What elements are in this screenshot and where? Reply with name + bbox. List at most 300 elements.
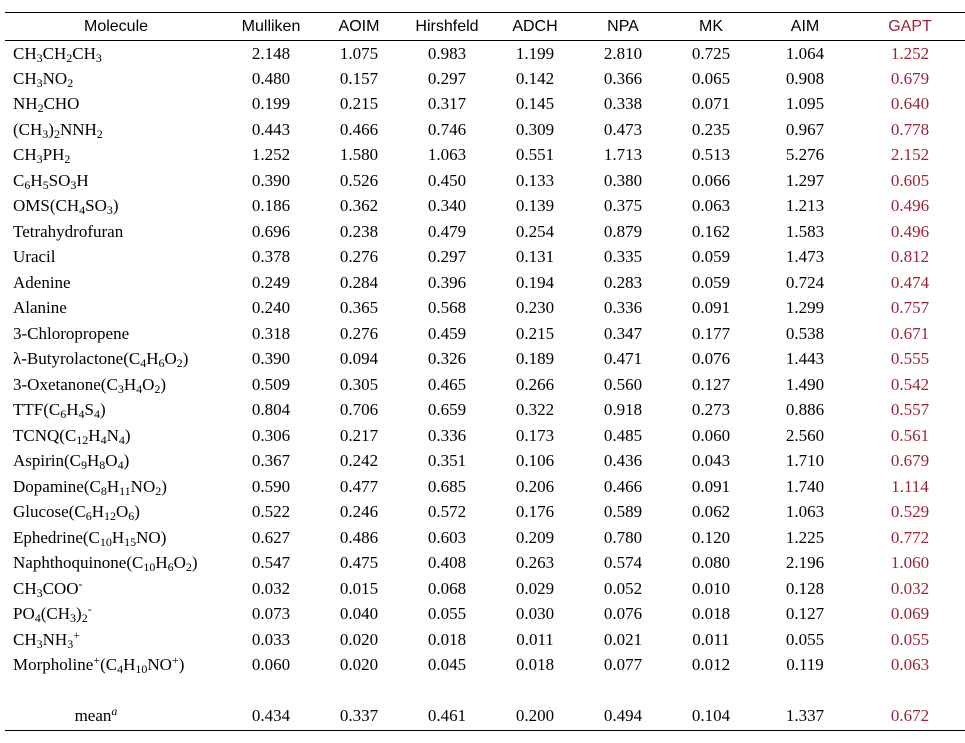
molecule-cell <box>5 66 227 92</box>
charge-value: 0.480 <box>251 68 291 88</box>
charge-value: 0.375 <box>603 196 643 216</box>
charge-value: 0.060 <box>691 425 731 445</box>
charge-value: 0.060 <box>251 655 291 675</box>
charge-value: 0.526 <box>339 170 379 190</box>
charge-value: 0.306 <box>251 425 291 445</box>
table-row <box>5 347 965 373</box>
molecule-text: PO <box>13 604 35 624</box>
charge-value: 0.206 <box>515 476 555 496</box>
molecule-text: TTF(C <box>13 400 61 420</box>
column-header: NPA <box>579 13 667 41</box>
charge-value: 0.043 <box>691 451 731 471</box>
charge-value: 0.176 <box>515 502 555 522</box>
molecule-text: Morpholine <box>13 655 94 675</box>
molecule-subscript: 3 <box>70 611 77 626</box>
charge-value: 0.142 <box>515 68 555 88</box>
charge-value: 0.338 <box>603 94 643 114</box>
molecule-text: 3-Oxetanone(C <box>13 374 118 394</box>
molecule-text: (C <box>100 655 118 675</box>
molecule-text: Glucose(C <box>13 502 86 522</box>
molecule-text: H <box>30 170 43 190</box>
molecule-cell <box>5 41 227 67</box>
molecule-text: S <box>84 400 94 420</box>
molecule-cell <box>5 474 227 500</box>
molecule-text: Alanine <box>13 298 67 318</box>
charge-value: 5.276 <box>785 145 825 165</box>
table-header <box>5 13 965 41</box>
molecule-subscript: 3 <box>36 50 43 65</box>
charge-value: 0.131 <box>515 247 555 267</box>
molecule-text: NO <box>147 655 172 675</box>
molecule-subscript: 2 <box>185 560 192 575</box>
charge-value: 0.052 <box>603 578 643 598</box>
charge-value: 1.063 <box>785 502 825 522</box>
charge-value: 0.538 <box>785 323 825 343</box>
molecule-subscript: 3 <box>36 636 43 651</box>
charge-value: 0.242 <box>339 451 379 471</box>
molecule-text: O <box>105 451 118 471</box>
charge-value: 0.145 <box>515 94 555 114</box>
molecule-text: ) <box>112 196 119 216</box>
charge-value: 0.547 <box>251 553 291 573</box>
gapt-value: 0.812 <box>890 247 930 267</box>
charge-value: 0.347 <box>603 323 643 343</box>
molecule-text: O <box>142 374 155 394</box>
molecule-text: CHO <box>43 94 80 114</box>
charge-value: 0.983 <box>427 43 467 63</box>
charge-value: 1.710 <box>785 451 825 471</box>
charge-value: 0.317 <box>427 94 467 114</box>
molecule-subscript: 3 <box>117 381 124 396</box>
molecule-subscript: 4 <box>93 407 100 422</box>
header-row <box>5 13 965 41</box>
gapt-value: 0.555 <box>890 349 930 369</box>
table-row <box>5 219 965 245</box>
charge-value: 0.012 <box>691 655 731 675</box>
charge-value: 0.396 <box>427 272 467 292</box>
molecule-text: NH <box>42 629 68 649</box>
charge-value: 0.560 <box>603 374 643 394</box>
charge-value: 0.725 <box>691 43 731 63</box>
column-header: Hirshfeld <box>403 13 491 41</box>
molecule-text: H <box>87 451 100 471</box>
gapt-value: 0.561 <box>890 425 930 445</box>
charge-value: 0.249 <box>251 272 291 292</box>
charge-value: 0.276 <box>339 247 379 267</box>
charge-value: 0.362 <box>339 196 379 216</box>
molecule-subscript: 2 <box>155 483 162 498</box>
molecule-subscript: 10 <box>99 534 112 549</box>
molecule-text: ) <box>178 655 185 675</box>
molecule-text: NH <box>13 94 38 114</box>
molecule-text: ) <box>161 476 167 496</box>
charge-value: 0.450 <box>427 170 467 190</box>
charge-value: 0.094 <box>339 349 379 369</box>
charge-value: 0.162 <box>691 221 731 241</box>
charge-comparison-table <box>5 12 965 731</box>
molecule-text: ) <box>99 400 106 420</box>
charge-value: 0.068 <box>427 578 467 598</box>
charge-value: 0.091 <box>691 298 731 318</box>
charge-value: 0.390 <box>251 170 291 190</box>
molecule-subscript: 2 <box>96 126 103 141</box>
molecule-subscript: 5 <box>42 177 49 192</box>
gapt-value: 0.496 <box>890 221 930 241</box>
mean-value: 0.104 <box>667 703 755 730</box>
molecule-subscript: 10 <box>143 560 156 575</box>
charge-value: 0.139 <box>515 196 555 216</box>
mean-value: 0.200 <box>491 703 579 730</box>
charge-value: 0.063 <box>691 196 731 216</box>
charge-value: 0.380 <box>603 170 643 190</box>
charge-value: 0.466 <box>339 119 379 139</box>
molecule-cell <box>5 423 227 449</box>
charge-value: 0.062 <box>691 502 731 522</box>
charge-value: 0.336 <box>603 298 643 318</box>
spacer-cell <box>5 678 965 703</box>
gapt-value: 0.542 <box>890 374 930 394</box>
table-row <box>5 117 965 143</box>
charge-value: 0.215 <box>339 94 379 114</box>
charge-value: 0.551 <box>515 145 555 165</box>
table-row <box>5 653 965 679</box>
charge-value: 0.918 <box>603 400 643 420</box>
charge-value: 0.466 <box>603 476 643 496</box>
charge-value: 0.367 <box>251 451 291 471</box>
gapt-value: 1.252 <box>890 43 930 63</box>
molecule-cell <box>5 219 227 245</box>
molecule-superscript: + <box>171 653 179 668</box>
molecule-subscript: 4 <box>100 432 107 447</box>
molecule-text: COO <box>42 578 79 598</box>
molecule-cell <box>5 143 227 169</box>
gapt-value: 1.114 <box>891 476 929 496</box>
molecule-text: Uracil <box>13 247 56 267</box>
charge-value: 1.713 <box>603 145 643 165</box>
charge-value: 0.199 <box>251 94 291 114</box>
gapt-value: 0.529 <box>890 502 930 522</box>
mean-label-text: mean <box>74 706 112 726</box>
molecule-subscript: 12 <box>76 432 89 447</box>
charge-value: 0.351 <box>427 451 467 471</box>
molecule-subscript: 6 <box>24 177 31 192</box>
column-header: AIM <box>755 13 855 41</box>
molecule-cell <box>5 372 227 398</box>
molecule-text: H <box>155 553 168 573</box>
table-row <box>5 270 965 296</box>
mean-row <box>5 703 965 730</box>
gapt-value: 2.152 <box>890 145 930 165</box>
molecule-subscript: 4 <box>136 381 143 396</box>
charge-value: 1.225 <box>785 527 825 547</box>
molecule-text: ) <box>191 553 198 573</box>
charge-value: 0.045 <box>427 655 467 675</box>
charge-value: 0.390 <box>251 349 291 369</box>
molecule-subscript: 6 <box>158 356 165 371</box>
charge-value: 1.199 <box>515 43 555 63</box>
molecule-subscript: 6 <box>85 509 92 524</box>
charge-value: 0.010 <box>691 578 731 598</box>
charge-value: 0.030 <box>515 604 555 624</box>
charge-value: 0.696 <box>251 221 291 241</box>
charge-value: 0.879 <box>603 221 643 241</box>
molecule-subscript: 3 <box>95 50 102 65</box>
charge-value: 0.603 <box>427 527 467 547</box>
table-row <box>5 66 965 92</box>
gapt-value: 0.671 <box>890 323 930 343</box>
charge-value: 0.106 <box>515 451 555 471</box>
charge-value: 0.011 <box>692 629 730 649</box>
molecule-text: NO <box>42 68 68 88</box>
molecule-text: H <box>146 349 159 369</box>
molecule-subscript: 3 <box>36 75 43 90</box>
charge-value: 0.475 <box>339 553 379 573</box>
molecule-subscript: 4 <box>140 356 147 371</box>
table-row <box>5 525 965 551</box>
molecule-cell <box>5 270 227 296</box>
charge-value: 0.408 <box>427 553 467 573</box>
charge-value: 0.127 <box>691 374 731 394</box>
table-row <box>5 423 965 449</box>
charge-value: 1.740 <box>785 476 825 496</box>
molecule-text: H <box>111 527 125 547</box>
gapt-value: 0.032 <box>890 578 930 598</box>
molecule-cell <box>5 194 227 220</box>
charge-value: 1.490 <box>785 374 825 394</box>
molecule-subscript: 4 <box>78 407 85 422</box>
gapt-value: 0.778 <box>890 119 930 139</box>
molecule-subscript: 4 <box>34 611 41 626</box>
charge-value: 1.063 <box>427 145 467 165</box>
mean-value: 0.434 <box>227 703 315 730</box>
molecule-subscript: 4 <box>117 458 124 473</box>
molecule-subscript: 15 <box>124 534 137 549</box>
molecule-subscript: 10 <box>135 662 148 677</box>
charge-value: 0.276 <box>339 323 379 343</box>
charge-value: 0.194 <box>515 272 555 292</box>
molecule-subscript: 3 <box>70 177 77 192</box>
charge-value: 0.217 <box>339 425 379 445</box>
mean-value: 0.461 <box>403 703 491 730</box>
table-row <box>5 143 965 169</box>
charge-value: 0.018 <box>515 655 555 675</box>
charge-value: 0.018 <box>691 604 731 624</box>
molecule-text: ) <box>182 349 189 369</box>
charge-value: 1.213 <box>785 196 825 216</box>
molecule-text: (CH <box>40 604 71 624</box>
charge-value: 1.443 <box>785 349 825 369</box>
charge-value: 2.148 <box>251 43 291 63</box>
molecule-text: H <box>123 655 136 675</box>
charge-value: 0.018 <box>427 629 467 649</box>
charge-value: 0.967 <box>785 119 825 139</box>
charge-value: 0.189 <box>515 349 555 369</box>
charge-value: 0.040 <box>339 604 379 624</box>
charge-value: 0.335 <box>603 247 643 267</box>
molecule-subscript: 4 <box>79 203 86 218</box>
molecule-text: ) <box>123 451 130 471</box>
mean-footnote-mark: a <box>111 704 118 719</box>
charge-value: 0.436 <box>603 451 643 471</box>
molecule-text: Adenine <box>13 272 71 292</box>
charge-value: 0.297 <box>427 247 467 267</box>
gapt-value: 0.640 <box>890 94 930 114</box>
mean-value: 1.337 <box>755 703 855 730</box>
charge-value: 0.485 <box>603 425 643 445</box>
molecule-superscript: + <box>73 627 80 642</box>
charge-value: 0.305 <box>339 374 379 394</box>
charge-value: 0.273 <box>691 400 731 420</box>
table-row <box>5 551 965 577</box>
charge-value: 0.908 <box>785 68 825 88</box>
molecule-text: Ephedrine(C <box>13 527 100 547</box>
molecule-text: Dopamine(C <box>13 476 101 496</box>
gapt-value: 0.055 <box>890 629 930 649</box>
molecule-cell <box>5 500 227 526</box>
table-row <box>5 92 965 118</box>
column-header: Mulliken <box>227 13 315 41</box>
charge-value: 0.659 <box>427 400 467 420</box>
molecule-subscript: 3 <box>106 203 113 218</box>
molecule-subscript: 11 <box>119 483 131 498</box>
molecule-text: TCNQ(C <box>13 425 77 445</box>
charge-value: 0.318 <box>251 323 291 343</box>
charge-value: 0.055 <box>785 629 825 649</box>
molecule-text: N <box>106 425 119 445</box>
molecule-subscript: 12 <box>104 509 116 524</box>
molecule-subscript: 2 <box>81 611 88 626</box>
molecule-cell <box>5 602 227 628</box>
charge-value: 0.020 <box>339 655 379 675</box>
charge-value: 0.746 <box>427 119 467 139</box>
column-header: AOIM <box>315 13 403 41</box>
gapt-value: 1.060 <box>890 553 930 573</box>
table-row <box>5 245 965 271</box>
charge-value: 0.254 <box>515 221 555 241</box>
gapt-value: 0.069 <box>890 604 930 624</box>
table-row <box>5 602 965 628</box>
table-row <box>5 321 965 347</box>
mean-label <box>5 703 227 730</box>
molecule-cell <box>5 296 227 322</box>
charge-value: 1.095 <box>785 94 825 114</box>
gapt-value: 0.772 <box>890 527 930 547</box>
molecule-text: λ-Butyrolactone(C <box>13 349 141 369</box>
table-row <box>5 474 965 500</box>
charge-value: 0.029 <box>515 578 555 598</box>
charge-value: 0.568 <box>427 298 467 318</box>
column-header: ADCH <box>491 13 579 41</box>
molecule-cell <box>5 551 227 577</box>
molecule-cell <box>5 576 227 602</box>
molecule-text: 3-Chloropropene <box>13 323 130 343</box>
charge-value: 0.065 <box>691 68 731 88</box>
charge-value: 2.560 <box>785 425 825 445</box>
charge-value: 0.309 <box>515 119 555 139</box>
molecule-subscript: 6 <box>60 407 67 422</box>
molecule-subscript: 6 <box>128 509 135 524</box>
molecule-subscript: 2 <box>37 101 44 116</box>
charge-value: 0.059 <box>691 272 731 292</box>
molecule-text: NO <box>130 476 156 496</box>
charge-value: 0.574 <box>603 553 643 573</box>
spacer-row <box>5 678 965 703</box>
charge-value: 0.513 <box>691 145 731 165</box>
charge-value: 0.780 <box>603 527 643 547</box>
charge-value: 0.015 <box>339 578 379 598</box>
charge-value: 0.804 <box>251 400 291 420</box>
molecule-cell <box>5 245 227 271</box>
gapt-value: 0.474 <box>890 272 930 292</box>
molecule-text: ) <box>134 502 140 522</box>
molecule-text: NNH <box>59 119 97 139</box>
molecule-text: O <box>116 502 129 522</box>
charge-value: 0.479 <box>427 221 467 241</box>
charge-value: 1.580 <box>339 145 379 165</box>
table-row <box>5 194 965 220</box>
table-row <box>5 398 965 424</box>
gapt-value: 0.063 <box>890 655 930 675</box>
molecule-subscript: 3 <box>36 152 43 167</box>
table-row <box>5 372 965 398</box>
charge-value: 0.238 <box>339 221 379 241</box>
molecule-subscript: 8 <box>99 458 106 473</box>
mean-value: 0.494 <box>579 703 667 730</box>
molecule-text: CH <box>13 43 37 63</box>
charge-value: 0.186 <box>251 196 291 216</box>
charge-value: 0.055 <box>427 604 467 624</box>
molecule-cell <box>5 347 227 373</box>
charge-value: 0.157 <box>339 68 379 88</box>
molecule-subscript: 2 <box>176 356 183 371</box>
charge-value: 0.465 <box>427 374 467 394</box>
table-row <box>5 41 965 67</box>
charge-value: 0.336 <box>427 425 467 445</box>
molecule-text: (CH <box>13 119 43 139</box>
molecule-text: OMS(CH <box>13 196 80 216</box>
molecule-subscript: 2 <box>64 152 71 167</box>
molecule-subscript: 8 <box>100 483 107 498</box>
molecule-text: Aspirin(C <box>13 451 81 471</box>
molecule-text: NO) <box>136 527 167 547</box>
molecule-text: CH <box>13 68 37 88</box>
molecule-text: SO <box>85 196 107 216</box>
charge-value: 0.133 <box>515 170 555 190</box>
molecule-cell <box>5 168 227 194</box>
charge-value: 0.443 <box>251 119 291 139</box>
gapt-value: 0.679 <box>890 451 930 471</box>
charge-value: 0.119 <box>786 655 824 675</box>
charge-value: 0.590 <box>251 476 291 496</box>
table-row <box>5 296 965 322</box>
molecule-text: CH <box>13 145 37 165</box>
table-row <box>5 576 965 602</box>
charge-value: 0.059 <box>691 247 731 267</box>
charge-value: 1.064 <box>785 43 825 63</box>
charge-value: 0.378 <box>251 247 291 267</box>
molecule-cell <box>5 449 227 475</box>
charge-value: 0.572 <box>427 502 467 522</box>
molecule-subscript: 3 <box>36 585 43 600</box>
molecule-superscript: - <box>78 576 83 591</box>
molecule-subscript: 3 <box>67 636 74 651</box>
charge-value: 0.589 <box>603 502 643 522</box>
gapt-value: 0.679 <box>890 68 930 88</box>
charge-value: 1.075 <box>339 43 379 63</box>
molecule-text: C <box>13 170 25 190</box>
charge-value: 0.230 <box>515 298 555 318</box>
molecule-cell <box>5 398 227 424</box>
